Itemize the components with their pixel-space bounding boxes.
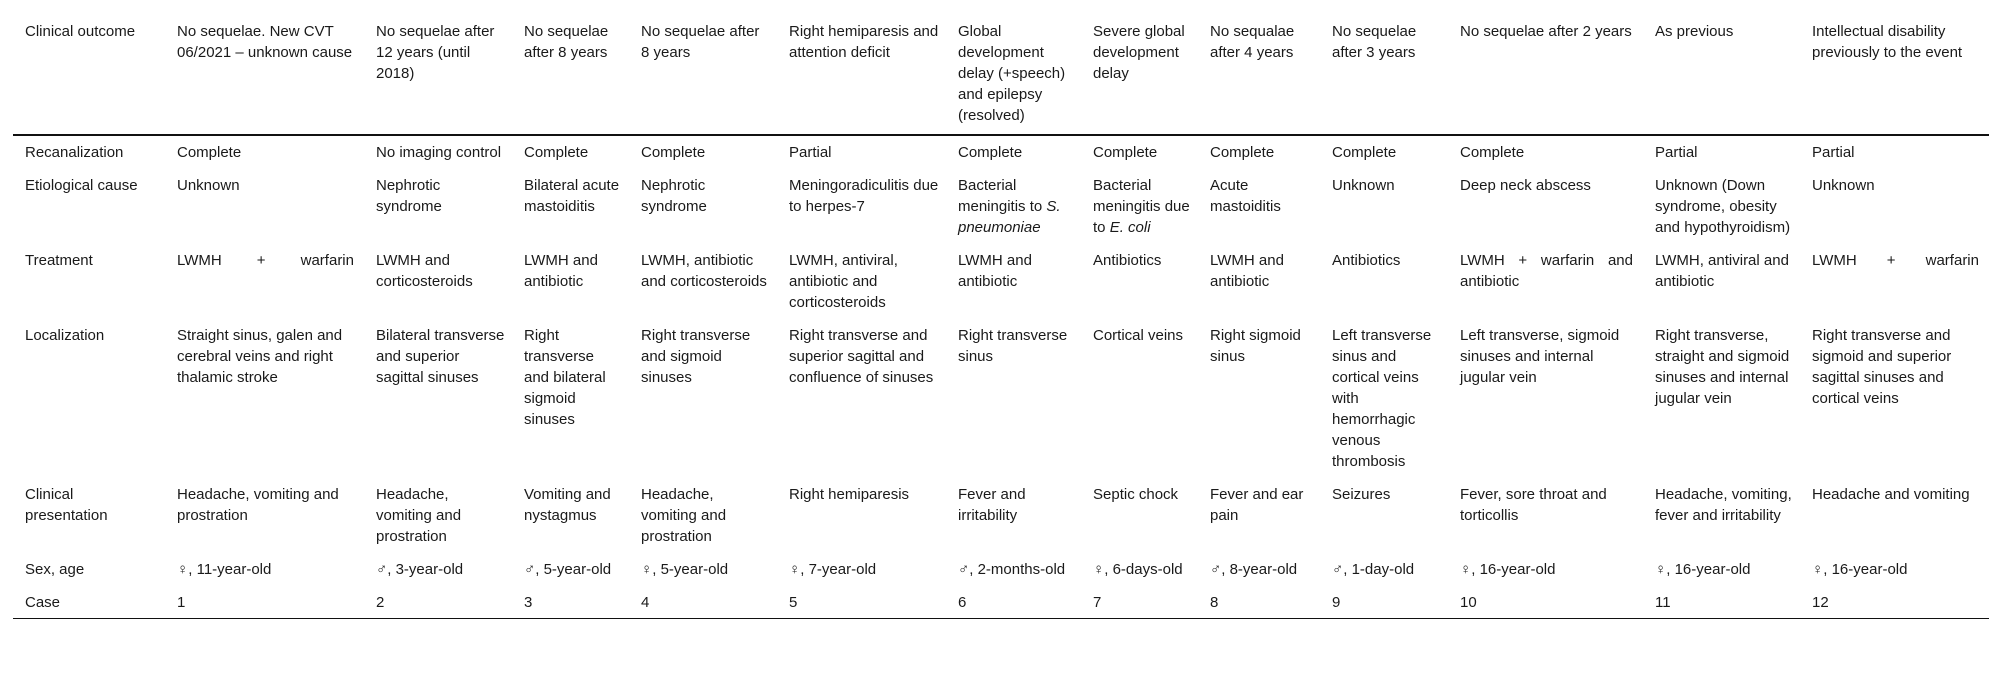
table-cell: LWMH, antiviral, antibiotic and corticosteroids: [789, 252, 898, 311]
row-label: Sex, age: [25, 561, 85, 578]
table-cell: 5: [789, 594, 798, 611]
table-cell: Complete: [177, 144, 242, 161]
table-cell: ♂, 5-year-old: [524, 561, 612, 578]
table-cell: 7: [1093, 594, 1102, 611]
table-cell: LWMH, antibiotic and corticosteroids: [641, 252, 767, 290]
table-cell: ♂, 2-months-old: [958, 561, 1066, 578]
table-cell: ♀, 16-year-old: [1812, 561, 1908, 578]
table-cell: Fever, sore throat and torticollis: [1460, 486, 1607, 524]
table-cell: ♀, 11-year-old: [177, 561, 272, 578]
table-cell: As previous: [1655, 23, 1734, 40]
table-cell: Right transverse, straight and sigmoid sinuses and internal jugular vein: [1655, 327, 1790, 407]
table-cell: ♀, 16-year-old: [1460, 561, 1556, 578]
table-cell: No sequelae after 8 years: [641, 23, 760, 61]
table-cell: Left transverse sinus and cortical veins with hemorrhagic venous thrombosis: [1332, 327, 1432, 470]
table-row: [13, 318, 1989, 477]
table-cell: Seizures: [1332, 486, 1391, 503]
table-cell: Unknown: [177, 177, 240, 194]
table-cell: LWMH and antibiotic: [958, 252, 1032, 290]
table-cell: 6: [958, 594, 967, 611]
table-cell: Septic chock: [1093, 486, 1179, 503]
table-cell: Right hemiparesis: [789, 486, 910, 503]
table-cell: Unknown: [1812, 177, 1875, 194]
italic-organism: S. pneumoniae: [958, 198, 1061, 236]
row-label: Treatment: [25, 252, 93, 269]
row-label: Case: [25, 594, 61, 611]
table-row: [13, 477, 1989, 552]
table-cell: Acute mastoiditis: [1210, 177, 1281, 215]
table-cell: LWMH, antiviral and antibiotic: [1655, 252, 1789, 290]
table-cell: No sequelae after 3 years: [1332, 23, 1417, 61]
table-cell: Meningoradiculitis due to herpes-7: [789, 177, 939, 215]
row-label: Localization: [25, 327, 105, 344]
table-cell: Bilateral transverse and superior sagittal sinuses: [376, 327, 505, 386]
table-cell: ♂, 8-year-old: [1210, 561, 1298, 578]
table-cell: Headache, vomiting, fever and irritability: [1655, 486, 1792, 524]
table-cell: No sequelae after 12 years (until 2018): [376, 23, 495, 82]
table-row: [13, 552, 1989, 585]
table-cell: 3: [524, 594, 533, 611]
row-label: Clinical outcome: [25, 23, 136, 40]
table-cell: LWMH and antibiotic: [1210, 252, 1284, 290]
table-cell: 11: [1655, 594, 1671, 611]
table-cell: ♂, 3-year-old: [376, 561, 464, 578]
table-cell: ♀, 5-year-old: [641, 561, 729, 578]
table-cell: 2: [376, 594, 385, 611]
table-cell: No sequelae after 8 years: [524, 23, 609, 61]
table-cell: Fever and irritability: [958, 486, 1026, 524]
table-cell: No sequelae. New CVT 06/2021 – unknown cause: [177, 23, 353, 61]
table-cell: Unknown (Down syndrome, obesity and hypothyroidism): [1655, 177, 1791, 236]
table-cell: Partial: [1655, 144, 1698, 161]
table-cell: Cortical veins: [1093, 327, 1184, 344]
table-cell: Complete: [1332, 144, 1397, 161]
table-cell: 12: [1812, 594, 1829, 611]
table-cell: ♂, 1-day-old: [1332, 561, 1415, 578]
row-label: Recanalization: [25, 144, 124, 161]
italic-organism: E. coli: [1109, 219, 1151, 236]
table-cell: LWMH + warfarin and antibiotic: [1460, 252, 1633, 290]
table-cell: ♀, 16-year-old: [1655, 561, 1751, 578]
table-cell: LWMH + warfarin: [177, 252, 354, 269]
table-cell: Complete: [1460, 144, 1525, 161]
table-cell: Bilateral acute mastoiditis: [524, 177, 620, 215]
table-cell: Fever and ear pain: [1210, 486, 1304, 524]
row-label: Etiological cause: [25, 177, 138, 194]
table-cell: Right transverse sinus: [958, 327, 1068, 365]
table-cell: 4: [641, 594, 650, 611]
table-cell: LWMH and corticosteroids: [376, 252, 473, 290]
table-cell: Straight sinus, galen and cerebral veins and right thalamic stroke: [177, 327, 343, 386]
table-cell: Partial: [1812, 144, 1855, 161]
table-cell: Unknown: [1332, 177, 1395, 194]
table-cell: Severe global development delay: [1093, 23, 1185, 82]
table-cell: Bacterial meningitis due to E. coli: [1093, 177, 1190, 236]
table-cell: Left transverse, sigmoid sinuses and internal jugular vein: [1460, 327, 1620, 386]
table-cell: 9: [1332, 594, 1341, 611]
table-cell: ♀, 6-days-old: [1093, 561, 1183, 578]
table-cell: LWMH and antibiotic: [524, 252, 598, 290]
table-cell: Intellectual disability previously to the event: [1812, 23, 1963, 61]
table-cell: Right sigmoid sinus: [1210, 327, 1301, 365]
table-row: [13, 168, 1989, 243]
table-row: [13, 243, 1989, 318]
table-cell: Bacterial meningitis to S. pneumoniae: [958, 177, 1061, 236]
table-cell: Antibiotics: [1093, 252, 1162, 269]
table-cell: ♀, 7-year-old: [789, 561, 877, 578]
table-row: [13, 12, 1989, 135]
table-cell: Vomiting and nystagmus: [524, 486, 611, 524]
table-cell: Right transverse and bilateral sigmoid sinuses: [524, 327, 606, 428]
table-cell: Partial: [789, 144, 832, 161]
table-cell: Right transverse and sigmoid sinuses: [641, 327, 751, 386]
table-cell: No sequelae after 2 years: [1460, 23, 1632, 40]
table-cell: Complete: [1093, 144, 1158, 161]
table-cell: Antibiotics: [1332, 252, 1401, 269]
table-cell: Headache, vomiting and prostration: [376, 486, 462, 545]
case-table: [13, 12, 1989, 619]
table-cell: Headache, vomiting and prostration: [641, 486, 727, 545]
table-cell: Right transverse and sigmoid and superior sagittal sinuses and cortical veins: [1812, 327, 1952, 407]
table-cell: Nephrotic syndrome: [376, 177, 442, 215]
table-cell: Nephrotic syndrome: [641, 177, 707, 215]
table-cell: 8: [1210, 594, 1219, 611]
table-cell: Right transverse and superior sagittal and confluence of sinuses: [789, 327, 934, 386]
table-cell: Headache, vomiting and prostration: [177, 486, 339, 524]
table-cell: Complete: [524, 144, 589, 161]
table-cell: No imaging control: [376, 144, 502, 161]
table-cell: 10: [1460, 594, 1477, 611]
table-cell: Headache and vomiting: [1812, 486, 1970, 503]
table-row: [13, 585, 1989, 619]
table-cell: 1: [177, 594, 186, 611]
table-cell: Complete: [1210, 144, 1275, 161]
table-cell: Deep neck abscess: [1460, 177, 1591, 194]
table-cell: Complete: [958, 144, 1023, 161]
table-row: [13, 135, 1989, 168]
row-label: Clinical presentation: [25, 486, 108, 524]
table-cell: Right hemiparesis and attention deficit: [789, 23, 939, 61]
table-cell: No sequalae after 4 years: [1210, 23, 1295, 61]
table-cell: LWMH + warfarin: [1812, 252, 1979, 269]
table-cell: Complete: [641, 144, 706, 161]
table-cell: Global development delay (+speech) and epilepsy (resolved): [958, 23, 1066, 124]
